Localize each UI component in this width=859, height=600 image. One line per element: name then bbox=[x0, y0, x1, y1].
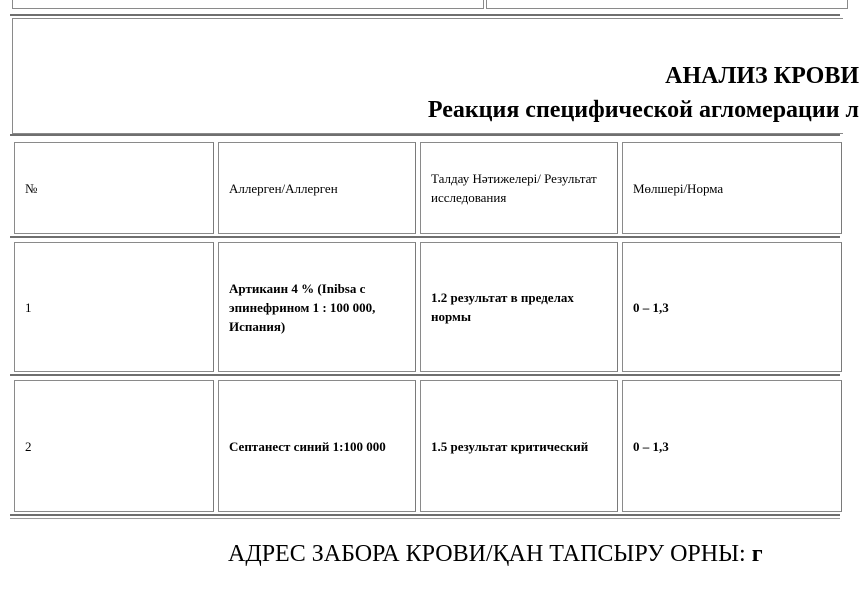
table-row bbox=[12, 242, 842, 372]
page-title: АНАЛИЗ КРОВИ bbox=[665, 63, 859, 89]
column-header-number: № bbox=[14, 142, 214, 234]
divider bbox=[10, 374, 840, 376]
column-header-norm: Мөлшері/Норма bbox=[622, 142, 842, 234]
test-result: 1.2 результат в пределах нормы bbox=[420, 242, 618, 372]
divider bbox=[10, 134, 840, 136]
divider bbox=[10, 236, 840, 238]
analysis-header bbox=[12, 18, 859, 134]
norm-value: 0 – 1,3 bbox=[622, 380, 842, 512]
test-result: 1.5 результат критический bbox=[420, 380, 618, 512]
divider bbox=[10, 518, 840, 519]
previous-table-remnant bbox=[10, 0, 840, 10]
previous-table-cell bbox=[486, 0, 848, 9]
column-header-allergen: Аллерген/Аллерген bbox=[218, 142, 416, 234]
table-header-row bbox=[12, 142, 842, 234]
allergen-name: Артикаин 4 % (Inibsa с эпинефрином 1 : 100 000, Испания) bbox=[218, 242, 416, 372]
allergen-name: Септанест синий 1:100 000 bbox=[218, 380, 416, 512]
row-number: 1 bbox=[14, 242, 214, 372]
divider bbox=[10, 14, 840, 16]
address-value: г bbox=[751, 541, 763, 567]
address-label: АДРЕС ЗАБОРА КРОВИ/ҚАН ТАПСЫРУ ОРНЫ: bbox=[228, 541, 752, 567]
previous-table-cell bbox=[12, 0, 484, 9]
norm-value: 0 – 1,3 bbox=[622, 242, 842, 372]
blood-sampling-address bbox=[228, 541, 763, 568]
divider bbox=[10, 514, 840, 516]
table-row bbox=[12, 380, 842, 512]
row-number: 2 bbox=[14, 380, 214, 512]
page-subtitle: Реакция специфической агломерации л bbox=[427, 97, 859, 123]
column-header-result: Талдау Нәтижелері/ Результат исследования bbox=[420, 142, 618, 234]
